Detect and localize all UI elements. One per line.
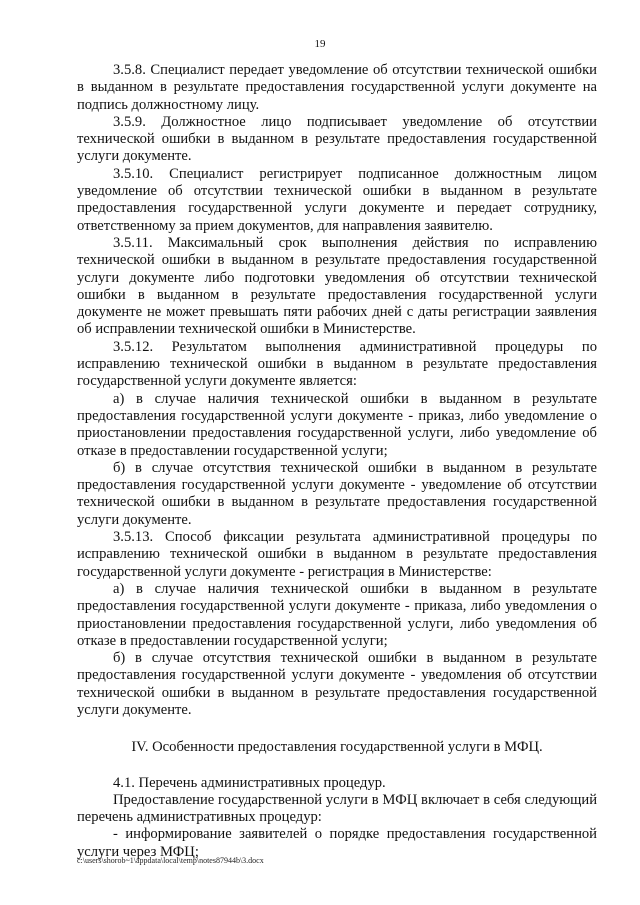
paragraph-4-1: 4.1. Перечень административных процедур. (113, 774, 386, 791)
paragraph-3-5-12-b: б) в случае отсутствия технической ошибки в выданном в результате предоставления государственной услуги документе - уведомление об отсутствии технической ошибки в выданном в результате предоставления государственной услуги документе. (77, 459, 597, 528)
document-body (77, 62, 597, 861)
page-number: 19 (314, 38, 326, 50)
paragraph-3-5-13-b: б) в случае отсутствия технической ошибки в выданном в результате предоставления государственной услуги документе - уведомления об отсутствии технической ошибки в выданном в результате предоставления государственной услуги документе. (77, 650, 597, 718)
paragraph-3-5-12: 3.5.12. Результатом выполнения административной процедуры по исправлению технической ошибки в выданном в результате предоставления государственной услуги документе является: (77, 338, 597, 390)
paragraph-4-1-intro: Предоставление государственной услуги в МФЦ включает в себя следующий перечень административных процедур: (77, 791, 597, 826)
paragraph-3-5-8: 3.5.8. Специалист передает уведомление об отсутствии технической ошибки в выданном в результате предоставления государственной услуги документе на подпись должностному лицу. (77, 62, 597, 113)
section-heading: IV. Особенности предоставления государственной услуги в МФЦ. (131, 739, 543, 756)
footer-file-path: c:\users\shorob~1\appdata\local\temp\notes87944b\3.docx (77, 856, 264, 865)
paragraph-3-5-12-a: а) в случае наличия технической ошибки в выданном в результате предоставления государственной услуги документе - приказ, либо уведомление о приостановлении предоставления государственной услуги, либо уведомление об отказе в предоставлении государственной услуги; (77, 390, 597, 459)
paragraph-4-1-item: - информирование заявителей о порядке предоставления государственной услуги через МФЦ; (77, 826, 597, 860)
paragraph-3-5-13-a: а) в случае наличия технической ошибки в выданном в результате предоставления государственной услуги документе - приказа, либо уведомления о приостановлении предоставления государственной услуги, либо уведомления об отказе в предоставлении государственной услуги; (77, 580, 597, 649)
paragraph-3-5-11: 3.5.11. Максимальный срок выполнения действия по исправлению технической ошибки в выданном в результате предоставления государственной услуги документе либо подготовки уведомления об отсутствии технической ошибки в выданном в результате предоставления государственной услуги документе не может превышать пяти рабочих дней с даты регистрации заявления об исправлении технической ошибки в Министерстве. (77, 234, 597, 338)
paragraph-3-5-9: 3.5.9. Должностное лицо подписывает уведомление об отсутствии технической ошибки в выданном в результате предоставления государственной услуги документе. (77, 113, 597, 165)
paragraph-3-5-13: 3.5.13. Способ фиксации результата административной процедуры по исправлению технической ошибки в выданном в результате предоставления государственной услуги документе - регистрация в Министерстве: (77, 529, 597, 580)
paragraph-3-5-10: 3.5.10. Специалист регистрирует подписанное должностным лицом уведомление об отсутствии технической ошибки в выданном в результате предоставления государственной услуги документе и передает сотруднику, ответственному за прием документов, для направления заявителю. (77, 165, 597, 234)
